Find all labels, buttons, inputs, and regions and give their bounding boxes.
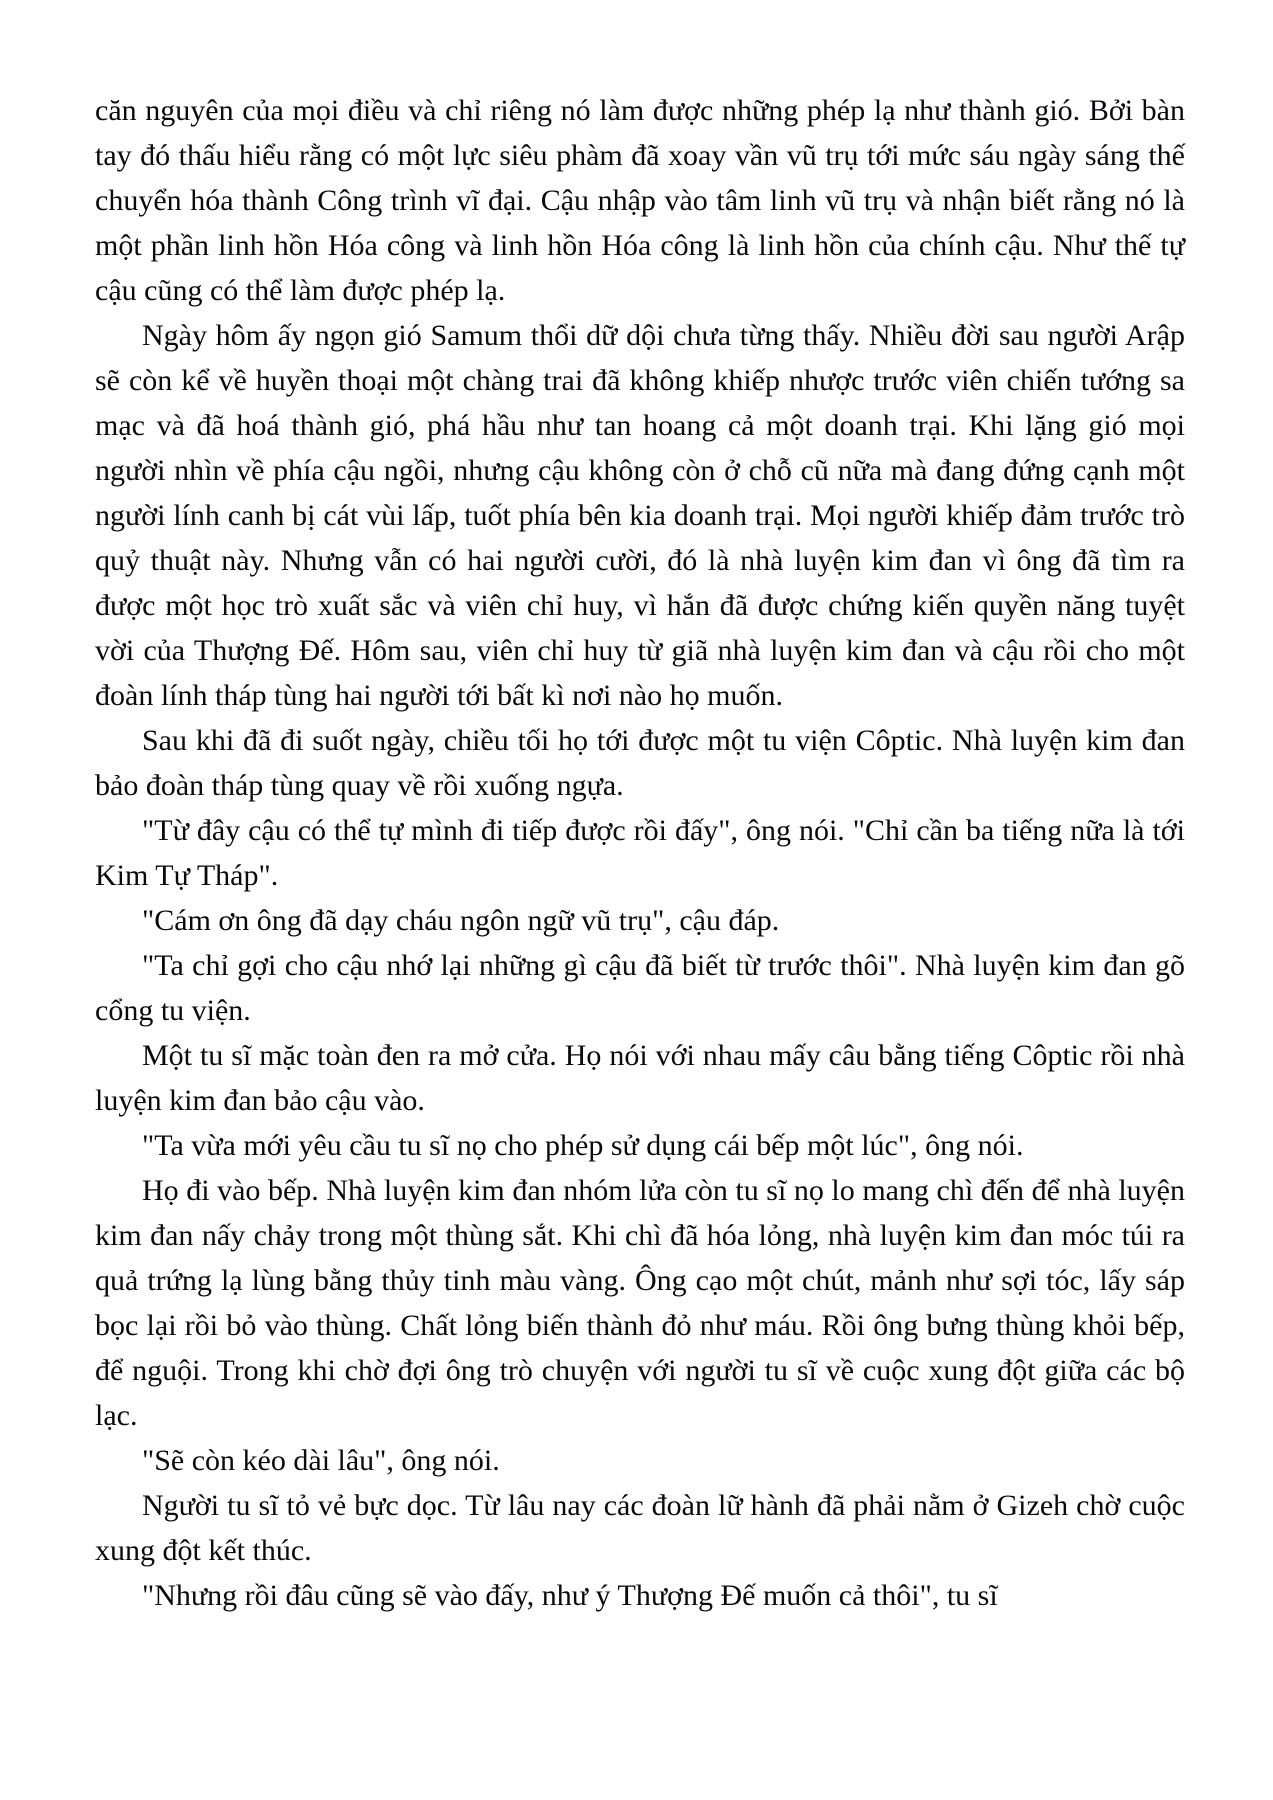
paragraph: "Ta vừa mới yêu cầu tu sĩ nọ cho phép sử dụng cái bếp một lúc", ông nói. xyxy=(142,1129,1024,1162)
paragraph: Họ đi vào bếp. Nhà luyện kim đan nhóm lửa còn tu sĩ nọ lo mang chì đến để nhà luyện kim đan nấy chảy trong một thùng sắt. Khi chì đã hóa lỏng, nhà luyện kim đan móc túi ra quả trứng lạ lùng bằng thủy tinh màu vàng. Ông cạo một chút, mảnh như sợi tóc, lấy sáp bọc lại rồi bỏ vào thùng. Chất lỏng biến thành đỏ như máu. Rồi ông bưng thùng khỏi bếp, để nguội. Trong khi chờ đợi ông trò chuyện với người tu sĩ về cuộc xung đột giữa các bộ lạc. xyxy=(95,1174,1185,1432)
page-text xyxy=(95,88,1185,1618)
paragraph: Sau khi đã đi suốt ngày, chiều tối họ tới được một tu viện Côptic. Nhà luyện kim đan bảo đoàn tháp tùng quay về rồi xuống ngựa. xyxy=(95,724,1185,802)
paragraph: "Sẽ còn kéo dài lâu", ông nói. xyxy=(142,1444,500,1477)
paragraph: Người tu sĩ tỏ vẻ bực dọc. Từ lâu nay các đoàn lữ hành đã phải nằm ở Gizeh chờ cuộc xung đột kết thúc. xyxy=(95,1489,1185,1567)
paragraph: "Ta chỉ gợi cho cậu nhớ lại những gì cậu đã biết từ trước thôi". Nhà luyện kim đan gõ cổng tu viện. xyxy=(95,949,1185,1027)
paragraph: Ngày hôm ấy ngọn gió Samum thổi dữ dội chưa từng thấy. Nhiều đời sau người Arập sẽ còn kể về huyền thoại một chàng trai đã không khiếp nhược trước viên chiến tướng sa mạc và đã hoá thành gió, phá hầu như tan hoang cả một doanh trại. Khi lặng gió mọi người nhìn về phía cậu ngồi, nhưng cậu không còn ở chỗ cũ nữa mà đang đứng cạnh một người lính canh bị cát vùi lấp, tuốt phía bên kia doanh trại. Mọi người khiếp đảm trước trò quỷ thuật này. Nhưng vẫn có hai người cười, đó là nhà luyện kim đan vì ông đã tìm ra được một học trò xuất sắc và viên chỉ huy, vì hắn đã được chứng kiến quyền năng tuyệt vời của Thượng Đế. Hôm sau, viên chỉ huy từ giã nhà luyện kim đan và cậu rồi cho một đoàn lính tháp tùng hai người tới bất kì nơi nào họ muốn. xyxy=(95,319,1185,712)
paragraph: căn nguyên của mọi điều và chỉ riêng nó làm được những phép lạ như thành gió. Bởi bàn tay đó thấu hiểu rằng có một lực siêu phàm đã xoay vần vũ trụ tới mức sáu ngày sáng thế chuyển hóa thành Công trình vĩ đại. Cậu nhập vào tâm linh vũ trụ và nhận biết rằng nó là một phần linh hồn Hóa công và linh hồn Hóa công là linh hồn của chính cậu. Như thế tự cậu cũng có thể làm được phép lạ. xyxy=(95,94,1185,307)
paragraph: "Nhưng rồi đâu cũng sẽ vào đấy, như ý Thượng Đế muốn cả thôi", tu sĩ xyxy=(142,1579,998,1612)
paragraph: "Từ đây cậu có thể tự mình đi tiếp được rồi đấy", ông nói. "Chỉ cần ba tiếng nữa là tới Kim Tự Tháp". xyxy=(95,814,1185,892)
paragraph: "Cám ơn ông đã dạy cháu ngôn ngữ vũ trụ", cậu đáp. xyxy=(142,904,780,937)
paragraph: Một tu sĩ mặc toàn đen ra mở cửa. Họ nói với nhau mấy câu bằng tiếng Côptic rồi nhà luyện kim đan bảo cậu vào. xyxy=(95,1039,1185,1117)
